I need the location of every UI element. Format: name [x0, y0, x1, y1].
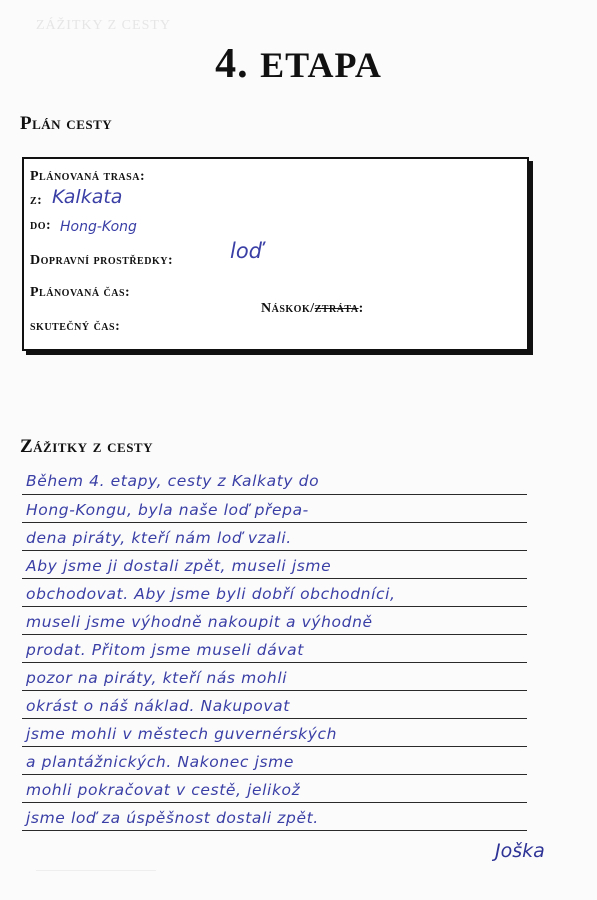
story-line: Během 4. etapy, cesty z Kalkaty do	[26, 472, 320, 490]
story-line: prodat. Přitom jsme museli dávat	[26, 641, 304, 659]
page-title	[0, 40, 597, 88]
ruled-line	[22, 522, 527, 523]
ruled-line	[22, 494, 527, 495]
loss-label-struck: ztráta	[314, 301, 359, 316]
story-line: a plantážnických. Nakonec jsme	[26, 753, 294, 771]
stage-number: 4.	[215, 41, 249, 87]
story-line: obchodovat. Aby jsme byli dobří obchodníci,	[26, 585, 396, 603]
from-label: z:	[30, 193, 43, 208]
route-label: Plánovaná trasa:	[30, 169, 146, 184]
to-label: do:	[30, 218, 52, 233]
story-line: pozor na piráty, kteří nás mohli	[26, 669, 288, 687]
stage-word: ETAPA	[260, 45, 382, 85]
ruled-line	[22, 690, 527, 691]
ruled-line	[22, 662, 527, 663]
faint-mark	[36, 870, 156, 871]
from-value: Kalkata	[52, 186, 123, 208]
story-line: dena piráty, kteří nám loď vzali.	[26, 529, 292, 547]
to-value: Hong-Kong	[60, 219, 137, 235]
route-plan-box	[22, 157, 529, 351]
colon: :	[358, 301, 364, 316]
story-line: jsme loď za úspěšnost dostali zpět.	[26, 809, 319, 827]
ruled-line	[22, 634, 527, 635]
story-line: mohli pokračovat v cestě, jelikož	[26, 781, 301, 799]
lead-loss-label	[261, 301, 364, 317]
planned-time-label: Plánovaná čas:	[30, 285, 131, 300]
lead-label: Náskok	[261, 301, 311, 316]
ruled-line	[22, 578, 527, 579]
story-line: okrást o náš náklad. Nakupovat	[26, 697, 290, 715]
ruled-line	[22, 718, 527, 719]
transport-label: Dopravní prostředky:	[30, 253, 174, 268]
story-line: Aby jsme ji dostali zpět, museli jsme	[26, 557, 332, 575]
ruled-line	[22, 830, 527, 831]
transport-value: loď	[230, 239, 263, 263]
slash: /	[310, 301, 315, 316]
ruled-line	[22, 802, 527, 803]
story-line: jsme mohli v městech guvernérských	[26, 725, 338, 743]
bleed-through-text: ZÁŽITKY Z CESTY	[36, 18, 172, 33]
ruled-line	[22, 774, 527, 775]
ruled-line	[22, 606, 527, 607]
actual-time-label: skutečný čas:	[30, 319, 121, 334]
story-line: museli jsme výhodně nakoupit a výhodně	[26, 613, 373, 631]
story-heading: Zážitky z cesty	[20, 436, 153, 457]
story-line: Hong-Kongu, byla naše loď přepa-	[26, 501, 309, 519]
ruled-line	[22, 746, 527, 747]
signature: Joška	[495, 840, 545, 862]
plan-heading: Plán cesty	[20, 113, 113, 134]
ruled-line	[22, 550, 527, 551]
